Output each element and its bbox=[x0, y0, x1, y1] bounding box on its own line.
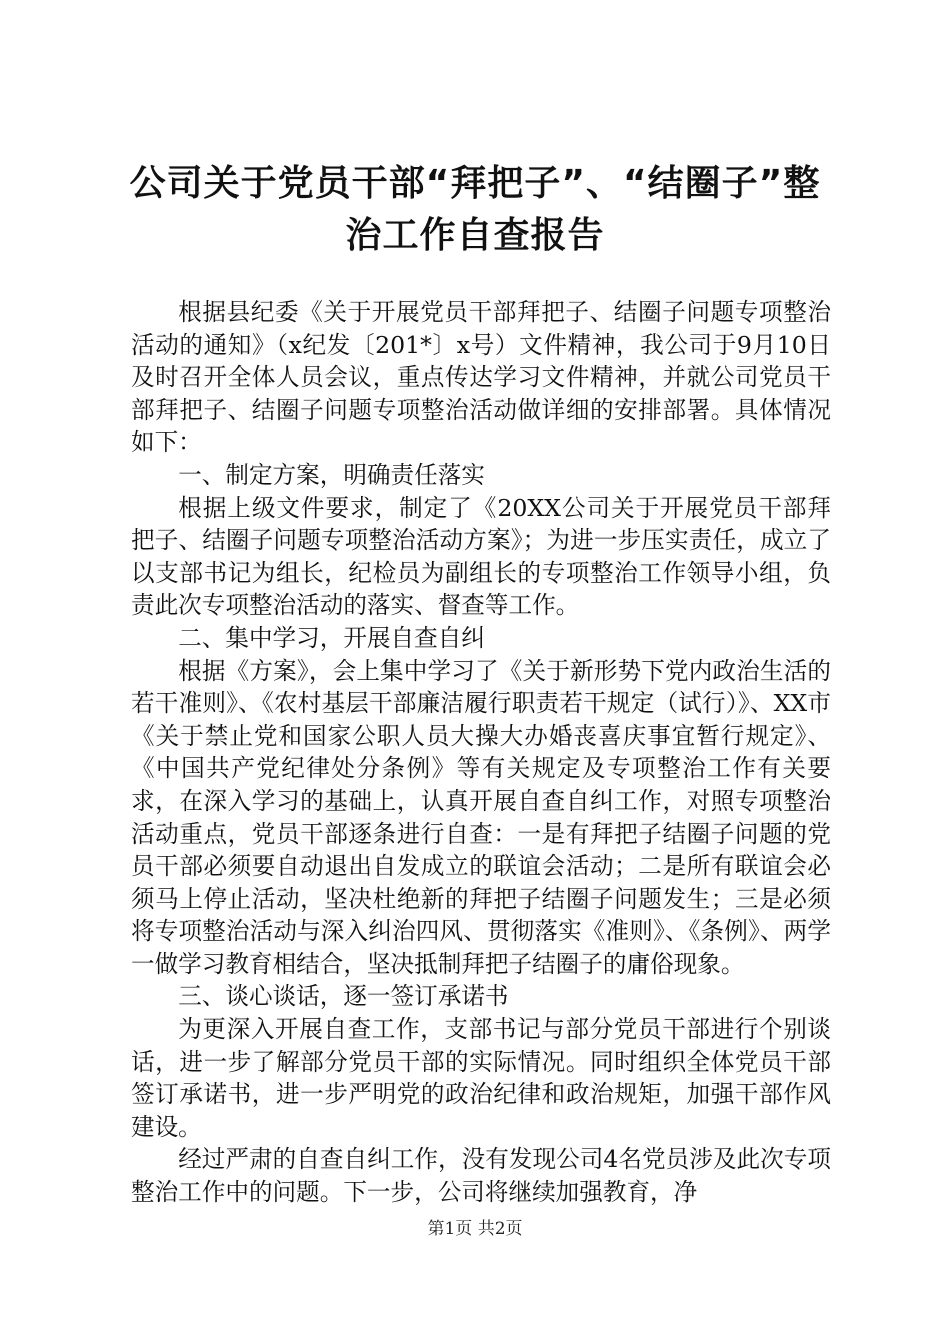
document-body bbox=[131, 296, 831, 1209]
section-paragraph-2: 根据《方案》，会上集中学习了《关于新形势下党内政治生活的若干准则》、《农村基层干部廉洁履行职责若干规定（试行）》、XX市《关于禁止党和国家公职人员大操大办婚丧喜庆事宜暂行规定》、《中国共产党纪律处分条例》等有关规定及专项整治工作有关要求，在深入学习的基础上，认真开展自查自纠工作，对照专项整治活动重点，党员干部逐条进行自查：一是有拜把子结圈子问题的党员干部必须要自动退出自发成立的联谊会活动；二是所有联谊会必须马上停止活动，坚决杜绝新的拜把子结圈子问题发生；三是必须将专项整治活动与深入纠治四风、贯彻落实《准则》、《条例》、两学一做学习教育相结合，坚决抵制拜把子结圈子的庸俗现象。 bbox=[131, 656, 831, 978]
section-heading-2: 二、集中学习，开展自查自纠 bbox=[178, 623, 485, 652]
title-line-1: 公司关于党员干部“拜把子”、“结圈子”整 bbox=[129, 163, 821, 204]
page-number-footer: 第1页 共2页 bbox=[427, 1219, 523, 1239]
section-heading-1: 一、制定方案，明确责任落实 bbox=[178, 460, 485, 489]
section-heading-3: 三、谈心谈话，逐一签订承诺书 bbox=[178, 982, 509, 1011]
document-title bbox=[120, 158, 830, 262]
section-paragraph-3: 为更深入开展自查工作，支部书记与部分党员干部进行个别谈话，进一步了解部分党员干部的实际情况。同时组织全体党员干部签订承诺书，进一步严明党的政治纪律和政治规矩，加强干部作风建设。 bbox=[131, 1015, 831, 1141]
section-paragraph-1: 根据上级文件要求，制定了《20XX公司关于开展党员干部拜把子、结圈子问题专项整治活动方案》；为进一步压实责任，成立了以支部书记为组长，纪检员为副组长的专项整治工作领导小组，负责此次专项整治活动的落实、督查等工作。 bbox=[131, 493, 831, 620]
conclusion-paragraph: 经过严肃的自查自纠工作，没有发现公司4名党员涉及此次专项整治工作中的问题。下一步，公司将继续加强教育，净 bbox=[131, 1145, 831, 1207]
intro-paragraph: 根据县纪委《关于开展党员干部拜把子、结圈子问题专项整治活动的通知》（x纪发〔201*〕x号）文件精神，我公司于9月10日及时召开全体人员会议，重点传达学习文件精神，并就公司党员干部拜把子、结圈子问题专项整治活动做详细的安排部署。具体情况如下： bbox=[131, 298, 831, 457]
title-line-2: 治工作自查报告 bbox=[345, 215, 605, 256]
